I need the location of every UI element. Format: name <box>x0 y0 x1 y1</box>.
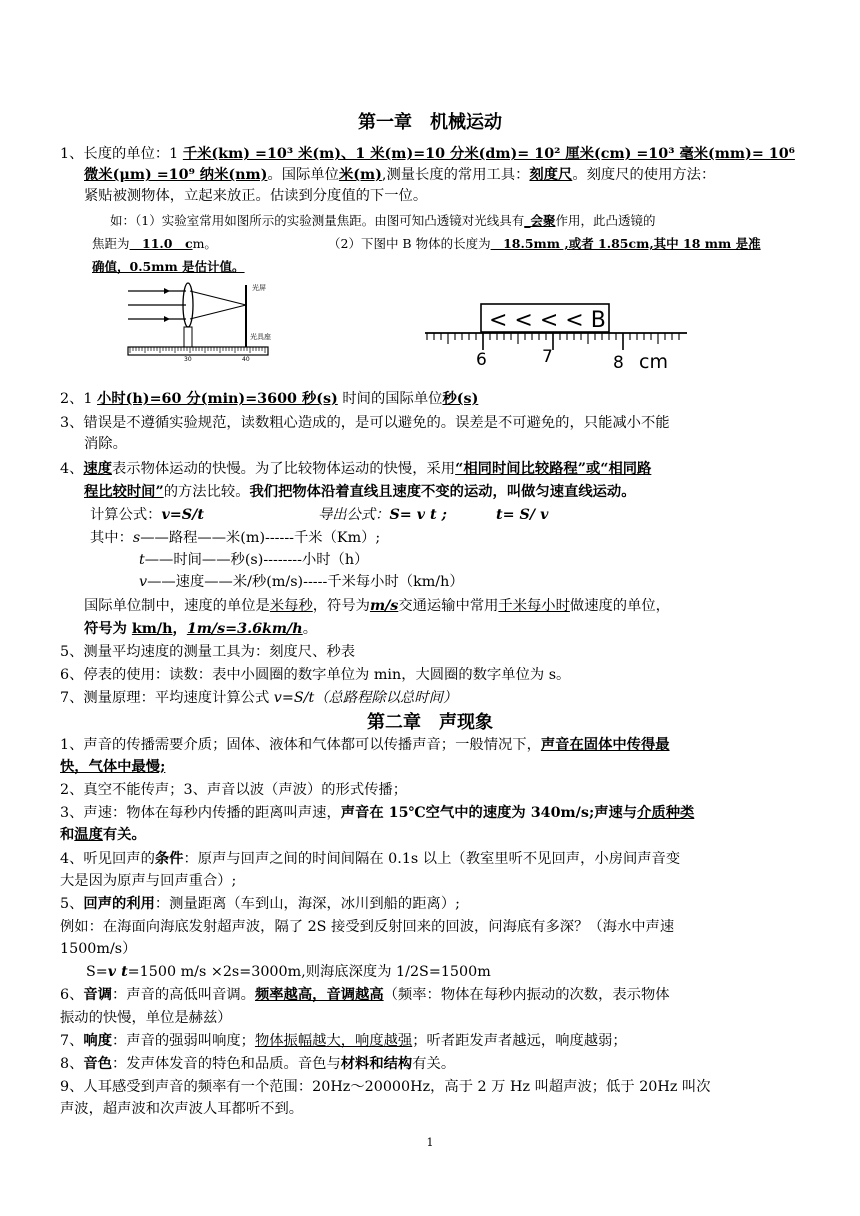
text: 物体振幅越大，响度越强 <box>254 1033 413 1049</box>
text: 符号为 <box>84 621 132 637</box>
text: 的方法比较。 <box>163 484 250 500</box>
text: 国际单位制中，速度的单位是 <box>84 598 270 614</box>
tick-label: 7 <box>542 347 553 367</box>
text: 7、测量原理：平均速度计算公式 <box>60 690 274 706</box>
text: 频率越高，音调越高 <box>254 987 384 1003</box>
formula-line <box>90 505 204 525</box>
item1-line2 <box>84 165 715 185</box>
text: ，符号为 <box>312 598 370 614</box>
item1-line1 <box>60 144 795 164</box>
sound-item9-line1: 9、人耳感受到声音的频率有一个范围：20Hz～20000Hz，高于 2 万 Hz 叫超声波；低于 20Hz 叫次 <box>60 1079 711 1095</box>
sound-item3-line2 <box>60 825 146 845</box>
item6: 6、停表的使用：读数：表中小圆圈的数字单位为 min，大圆圈的数字单位为 s。 <box>60 667 571 683</box>
text: 介质种类 <box>637 805 695 821</box>
text: 1、声音的传播需要介质；固体、液体和气体都可以传播声音；一般情况下， <box>60 737 541 753</box>
text: 响度 <box>83 1033 112 1049</box>
sound-item1-line1 <box>60 735 670 755</box>
text: 11.0 c <box>129 236 193 251</box>
text: 温度 <box>74 827 103 843</box>
text: 条件 <box>154 851 184 867</box>
text: 快，气体中最慢; <box>60 759 166 775</box>
text: （2）下图中 B 物体的长度为 <box>328 236 491 251</box>
text: 声音在固体中传得最 <box>540 737 670 753</box>
sound-item3-line1 <box>60 803 694 823</box>
text: S= <box>86 964 108 980</box>
text: km/h <box>131 621 173 637</box>
text: 音色 <box>83 1056 112 1072</box>
label-screen: 光屏 <box>252 284 266 292</box>
unit-label: cm <box>639 351 668 373</box>
text: 表示物体运动的快慢。为了比较物体运动的快慢，采用 <box>112 461 456 477</box>
derived-formula-2: t= S/ v <box>496 507 549 523</box>
example2-line1: 例如：在海面向海底发射超声波，隔了 2S 接受到反射回来的回波，问海底有多深？（海水中声速 <box>60 919 675 935</box>
text: 米(m) <box>338 167 382 183</box>
text: 程比较时间” <box>84 484 164 500</box>
text: 和 <box>60 827 75 843</box>
sound-item6-line1 <box>60 985 670 1005</box>
text: 18.5mm ,或者 1.85cm,其中 18 mm 是准 <box>490 236 761 251</box>
text: v=S/t（总路程除以总时间） <box>273 690 458 706</box>
text: m/s <box>369 598 399 614</box>
derived-formula <box>318 505 447 525</box>
label-bench: 光具座 <box>250 333 271 341</box>
lens-holder <box>184 327 192 347</box>
refracted-ray <box>190 291 246 305</box>
text: ：原声与回声之间的时间间隔在 0.1s 以上（教室里听不见回声，小房间声音变 <box>183 851 681 867</box>
text: _会聚 <box>524 213 556 228</box>
item4-line2 <box>84 482 636 502</box>
text: =1500 m/s ×2s=3000m,则海底深度为 1/2S=1500m <box>127 964 491 980</box>
text: （频率：物体在每秒内振动的次数，表示物体 <box>383 987 670 1003</box>
sound-item5 <box>60 894 460 914</box>
text: 做速度的单位， <box>569 598 670 614</box>
text: 如：（1）实验室常用如图所示的实验测量焦距。由图可知凸透镜对光线具有 <box>110 213 525 228</box>
text: 时间的国际单位 <box>337 391 443 407</box>
text: 米每秒 <box>269 598 313 614</box>
arrow-icon <box>164 288 170 294</box>
text: ：声音的强弱叫响度； <box>112 1033 255 1049</box>
text: ；听者距发声者越远，响度越弱； <box>412 1033 627 1049</box>
example-line3 <box>92 257 245 277</box>
text: 秒(s) <box>442 391 479 407</box>
item7 <box>60 688 457 708</box>
text: v=S/t <box>161 507 204 523</box>
text: ,测量长度的常用工具： <box>381 167 530 183</box>
text: “相同时间比较路程”或“相同路 <box>455 461 652 477</box>
sound-item7 <box>60 1031 627 1051</box>
sound-item8 <box>60 1054 455 1074</box>
text: ——路程——米(m)------千米（Km）; <box>140 530 381 546</box>
text: 计算公式： <box>90 507 162 523</box>
tick-label: 30 <box>184 356 192 361</box>
item1-line3: 紧贴被测物体，立起来放正。估读到分度值的下一位。 <box>84 188 428 204</box>
text: 音调 <box>83 987 112 1003</box>
text: t <box>139 552 145 568</box>
text: 8、 <box>60 1056 84 1072</box>
text: 速度 <box>83 461 112 477</box>
symbol-line <box>84 619 317 639</box>
text: 微米(μm) =10⁹ 纳米(nm) <box>84 167 268 183</box>
item3-line2: 消除。 <box>84 436 127 452</box>
text: 6、 <box>60 987 84 1003</box>
text: S= v t ; <box>389 507 447 523</box>
text: 确值，0.5mm 是估计值。 <box>92 259 245 274</box>
text: 材料和结构 <box>340 1056 413 1072</box>
text: 。国际单位 <box>267 167 339 183</box>
refracted-ray <box>190 305 246 319</box>
ruler-ticks <box>427 333 679 350</box>
text: 4、 <box>60 461 84 477</box>
example-line2 <box>92 234 217 254</box>
text: ：发声体发音的特色和品质。音色与 <box>112 1056 341 1072</box>
text: 声音在 15℃空气中的速度为 340m/s;声速与 <box>340 805 638 821</box>
text: 其中： <box>90 530 133 546</box>
tick-label: 40 <box>242 356 250 361</box>
text: ——速度——米/秒(m/s)-----千米每小时（km/h） <box>147 574 464 590</box>
text: v <box>139 574 148 590</box>
block-label: < < < < B <box>489 308 606 333</box>
ruler-figure <box>425 298 687 380</box>
text: ， <box>172 621 187 637</box>
text: 1、长度的单位：1 <box>60 146 183 162</box>
sound-item2: 2、真空不能传声；3、声音以波（声波）的形式传播； <box>60 782 408 798</box>
example-line2b <box>328 234 761 254</box>
arrow-icon <box>164 316 170 322</box>
si-unit-line <box>84 596 670 616</box>
item3-line1: 3、错误是不遵循实验规范，读数粗心造成的，是可以避免的。误差是不可避免的，只能减小不能 <box>60 415 670 431</box>
sound-item9-line2: 声波，超声波和次声波人耳都听不到。 <box>60 1101 304 1117</box>
item4-line1 <box>60 459 651 479</box>
text: 7、 <box>60 1033 84 1049</box>
variable-s <box>90 528 380 548</box>
page-number: 1 <box>426 1136 434 1149</box>
text: ：测量距离（车到山，海深，冰川到船的距离）; <box>154 896 460 912</box>
text: v t <box>107 964 128 980</box>
text: 。 <box>302 621 317 637</box>
text: 2、1 <box>60 391 98 407</box>
text: ——时间——秒(s)--------小时（h） <box>144 552 369 568</box>
example2-solution <box>86 962 491 982</box>
text: 刻度尺 <box>529 167 573 183</box>
bench-ticks <box>130 347 268 353</box>
text: 导出公式： <box>318 507 390 523</box>
variable-t <box>139 550 368 570</box>
text: 5、 <box>60 896 84 912</box>
text: 。刻度尺的使用方法： <box>572 167 716 183</box>
chapter2-title: 第二章 声现象 <box>367 712 493 733</box>
chapter1-title: 第一章 机械运动 <box>358 112 502 133</box>
sound-item4-line1 <box>60 849 680 869</box>
text: s <box>132 530 141 546</box>
sound-item6-line2: 振动的快慢，单位是赫兹） <box>60 1010 232 1026</box>
text: m。 <box>192 236 217 251</box>
sound-item4-line2: 大是因为原声与回声重合）; <box>60 873 237 889</box>
text: 焦距为 <box>92 236 130 251</box>
text: 千米每小时 <box>498 598 570 614</box>
text: 1m/s=3.6km/h <box>186 621 303 637</box>
sound-item1-line2 <box>60 757 165 777</box>
item2 <box>60 389 478 409</box>
text: 3、声速：物体在每秒内传播的距离叫声速， <box>60 805 341 821</box>
item5: 5、测量平均速度的测量工具为：刻度尺、秒表 <box>60 644 356 660</box>
text: 小时(h)=60 分(min)=3600 秒(s) <box>97 391 338 407</box>
text: 我们把物体沿着直线且速度不变的运动，叫做匀速直线运动。 <box>249 484 636 500</box>
tick-label: 6 <box>476 350 487 370</box>
text: 千米(km) =10³ 米(m)、1 米(m)=10 分米(dm)= 10² 厘米(cm) =10³ 毫米(mm)= 10⁶ <box>182 146 795 162</box>
example2-line2: 1500m/s） <box>60 941 137 957</box>
text: 作用，此凸透镜的 <box>555 213 656 228</box>
tick-label: 8 <box>613 353 624 373</box>
text: 4、听见回声的 <box>60 851 155 867</box>
text: 回声的利用 <box>83 896 155 912</box>
variable-v <box>139 572 464 592</box>
example-line1 <box>110 211 656 231</box>
text: 有关。 <box>102 827 146 843</box>
text: 有关。 <box>412 1056 456 1072</box>
text: ：声音的高低叫音调。 <box>112 987 255 1003</box>
lens-focus-figure <box>124 281 274 361</box>
text: 交通运输中常用 <box>398 598 499 614</box>
